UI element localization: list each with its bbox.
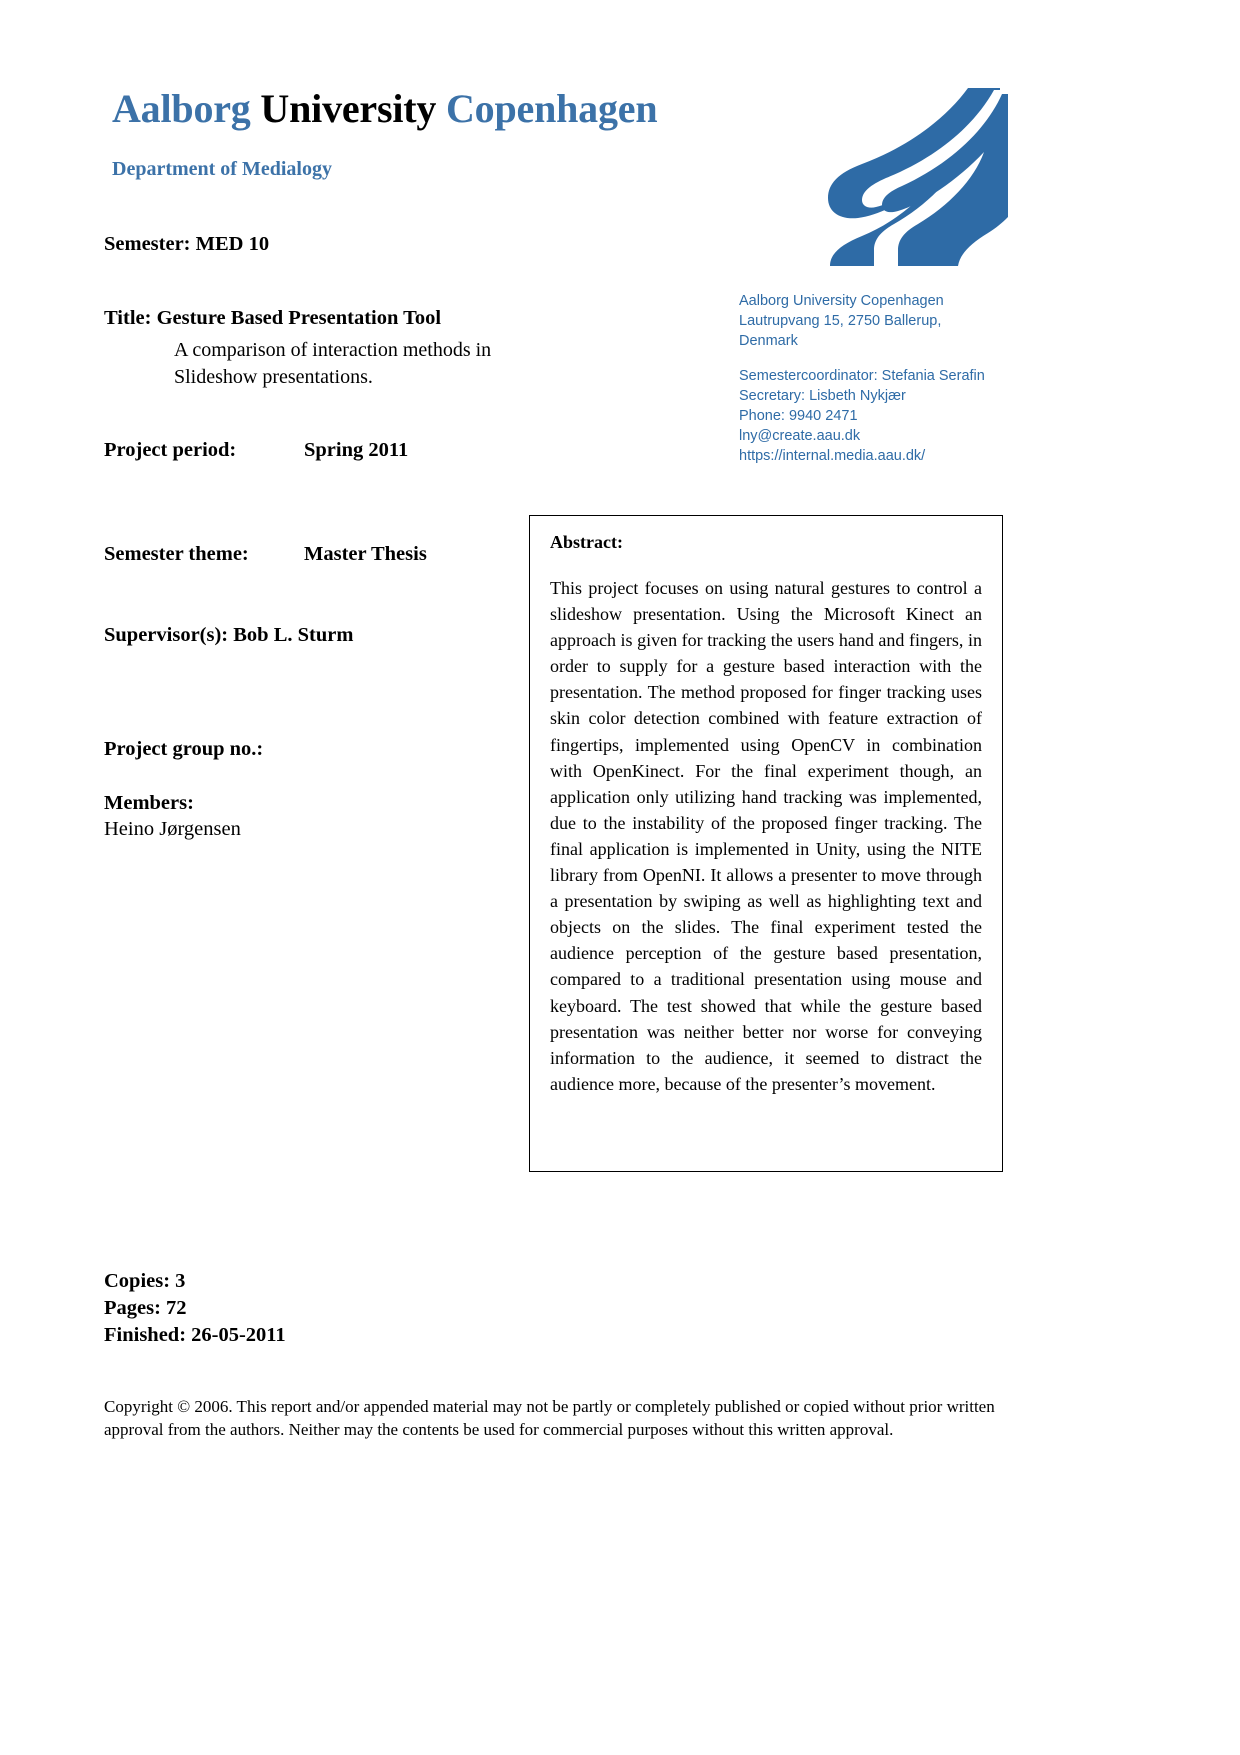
contact-university: Aalborg University Copenhagen <box>739 293 944 309</box>
university-title-part-copenhagen: Copenhagen <box>446 86 658 131</box>
supervisor-field: Supervisor(s): Bob L. Sturm <box>104 624 354 647</box>
contact-secretary: Secretary: Lisbeth Nykjær <box>739 388 906 404</box>
department-subtitle: Department of Medialogy <box>112 158 332 180</box>
university-title <box>112 88 812 130</box>
semester-theme-label: Semester theme: <box>104 542 249 565</box>
finished-line: Finished: 26-05-2011 <box>104 1324 286 1347</box>
publication-meta <box>104 1268 286 1349</box>
spacer <box>104 258 574 306</box>
university-title-part-university: University <box>260 86 437 131</box>
copies-line: Copies: 3 <box>104 1270 186 1292</box>
semester-theme-field <box>104 542 574 568</box>
project-subtitle <box>174 337 574 390</box>
project-period-label: Project period: <box>104 439 237 462</box>
spacer <box>104 763 574 791</box>
project-group-field: Project group no.: <box>104 737 264 760</box>
pages-line: Pages: 72 <box>104 1297 187 1320</box>
contact-gap <box>739 351 1039 366</box>
project-period-field <box>104 438 574 464</box>
spacer <box>104 390 574 438</box>
masthead <box>112 88 812 181</box>
member-name: Heino Jørgensen <box>104 818 241 841</box>
contact-address: Lautrupvang 15, 2750 Ballerup, <box>739 313 942 329</box>
project-title-field: Title: Gesture Based Presentation Tool <box>104 306 442 329</box>
title-space-1 <box>251 86 261 131</box>
contact-semestercoordinator: Semestercoordinator: Stefania Serafin <box>739 368 985 384</box>
spacer <box>104 649 574 737</box>
semester-theme-value: Master Thesis <box>304 542 427 565</box>
abstract-box <box>529 515 1003 1172</box>
abstract-label: Abstract: <box>550 532 623 552</box>
spacer <box>104 567 574 623</box>
contact-block <box>739 291 1039 466</box>
members-field-label: Members: <box>104 791 194 814</box>
project-subtitle-line-1: A comparison of interaction methods in <box>174 339 492 362</box>
contact-country: Denmark <box>739 333 798 349</box>
copyright-notice: Copyright © 2006. This report and/or appended material may not be partly or completely published or copied without prior written approval from the authors. Neither may the contents be used for commercial purposes without this written approval. <box>104 1397 995 1439</box>
university-title-part-aalborg: Aalborg <box>112 86 251 131</box>
contact-phone: Phone: 9940 2471 <box>739 408 858 424</box>
semester-field: Semester: MED 10 <box>104 233 270 255</box>
project-period-value: Spring 2011 <box>304 439 409 462</box>
aalborg-wave-logo-icon <box>818 88 1008 268</box>
project-info-column <box>104 232 574 843</box>
project-subtitle-line-2: Slideshow presentations. <box>174 365 373 388</box>
spacer <box>104 464 574 542</box>
contact-email[interactable]: lny@create.aau.dk <box>739 428 861 444</box>
contact-website-url[interactable]: https://internal.media.aau.dk/ <box>739 448 926 464</box>
title-space-2 <box>436 86 446 131</box>
abstract-body: This project focuses on using natural gestures to control a slideshow presentation. Using the Microsoft Kinect an approach is given for tracking the users hand and fingers, in order to supply for a gesture based interaction with the presentation. The method proposed for finger tracking uses skin color detection combined with feature extraction of fingertips, implemented using OpenCV in combination with OpenKinect. For the final experiment though, an application only utilizing hand tracking was implemented, due to the instability of the proposed finger tracking. The final application is implemented in Unity, using the NITE library from OpenNI. It allows a presenter to move through a presentation by swiping as well as highlighting text and objects on the slides. The final experiment tested the audience perception of the gesture based presentation, compared to a traditional presentation using mouse and keyboard. The test showed that while the gesture based presentation was neither better nor worse for conveying information to the audience, it seemed to distract the audience more, because of the presenter’s movement. <box>550 578 982 1094</box>
